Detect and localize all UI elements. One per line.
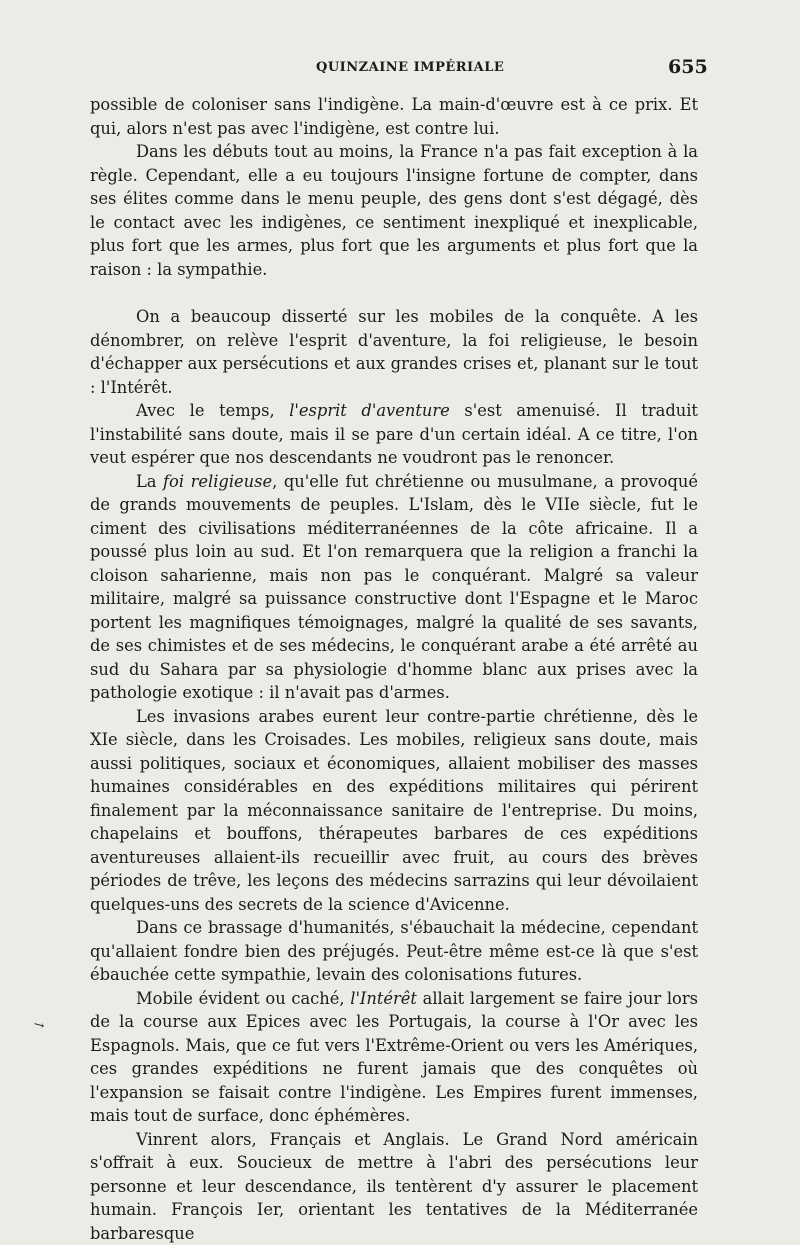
paragraph — [90, 987, 698, 1128]
paragraph — [90, 1128, 698, 1245]
page-header — [0, 56, 800, 80]
text-run: s'est amenuisé. Il traduit l'instabilité sans doute, mais il se pare d'un certain idéal. A ce titre, l'on veut espérer que nos descendants ne voudront pas le renoncer. — [90, 401, 698, 467]
text-run: Mobile évident ou caché, — [136, 989, 350, 1008]
text-run: Dans les débuts tout au moins, la France n'a pas fait exception à la règle. Cependant, elle a eu toujours l'insigne fortune de compter, dans ses élites comme dans le menu peuple, des gens dont s'est dégagé, dès le contact avec les indigènes, ce sentiment inexpliqué et inexplicable, plus fort que les armes, plus fort que les arguments et plus fort que la raison : la sympathie. — [90, 142, 698, 279]
italic-phrase: foi religieuse — [163, 472, 272, 491]
text-run: Avec le temps, — [136, 401, 289, 420]
running-title: QUINZAINE IMPÉRIALE — [316, 60, 504, 75]
italic-phrase: l'esprit d'aventure — [289, 401, 450, 420]
text-run: La — [136, 472, 163, 491]
paragraph — [90, 140, 698, 281]
paragraph — [90, 705, 698, 917]
text-run: possible de coloniser sans l'indigène. La main-d'œuvre est à ce prix. Et qui, alors n'est pas avec l'indigène, est contre lui. — [90, 95, 698, 138]
paragraph — [90, 916, 698, 987]
body-text — [90, 93, 698, 1245]
paragraph — [90, 399, 698, 470]
text-run: , qu'elle fut chrétienne ou musulmane, a provoqué de grands mouvements de peuples. L'Islam, dès le VIIe siècle, fut le ciment des civilisations méditerranéennes de la côte africaine. Il a poussé plus loin au sud. Et l'on remarquera que la religion a franchi la cloison saharienne, mais non pas le conquérant. Malgré sa valeur militaire, malgré sa puissance constructive dont l'Espagne et le Maroc portent les magnifiques témoignages, malgré la qualité de ses savants, de ses chimistes et de ses médecins, le conquérant arabe a été arrêté au sud du Sahara par sa physiologie d'homme blanc aux prises avec la pathologie exotique : il n'avait pas d'armes. — [90, 472, 698, 703]
paragraph — [90, 470, 698, 705]
paragraph — [90, 305, 698, 399]
text-run: Vinrent alors, Français et Anglais. Le Grand Nord américain s'offrait à eux. Soucieux de mettre à l'abri des persécutions leur personne et leur descendance, ils tentèrent d'y assurer le placement humain. François Ier, orientant les tentatives de la Méditerranée barbaresque — [90, 1130, 698, 1243]
margin-pencil-mark: ↘ — [31, 1016, 48, 1034]
page-number: 655 — [668, 56, 708, 78]
text-run: Dans ce brassage d'humanités, s'ébauchait la médecine, cependant qu'allaient fondre bien des préjugés. Peut-être même est-ce là que s'est ébauchée cette sympathie, levain des colonisations futures. — [90, 918, 698, 984]
text-run: Les invasions arabes eurent leur contre-partie chrétienne, dès le XIe siècle, dans les Croisades. Les mobiles, religieux sans doute, mais aussi politiques, sociaux et économiques, allaient mobiliser des masses humaines considérables en des expéditions militaires qui périrent finalement par la méconnaissance sanitaire de l'entreprise. Du moins, chapelains et bouffons, thérapeutes barbares de ces expéditions aventureuses allaient-ils recueillir avec fruit, au cours des brèves périodes de trêve, les leçons des médecins sarrazins qui leur dévoilaient quelques-uns des secrets de la science d'Avicenne. — [90, 707, 698, 914]
italic-phrase: l'Intérêt — [350, 989, 417, 1008]
text-run: allait largement se faire jour lors de la course aux Epices avec les Portugais, la course à l'Or avec les Espagnols. Mais, que ce fut vers l'Extrême-Orient ou vers les Amériques, ces grandes expéditions ne furent jamais que des conquêtes où l'expansion se faisait contre l'indigène. Les Empires furent immenses, mais tout de surface, donc éphémères. — [90, 989, 698, 1126]
paragraph — [90, 93, 698, 140]
text-run: On a beaucoup disserté sur les mobiles de la conquête. A les dénombrer, on relève l'esprit d'aventure, la foi religieuse, le besoin d'échapper aux persécutions et aux grandes crises et, planant sur le tout : l'Intérêt. — [90, 307, 698, 397]
